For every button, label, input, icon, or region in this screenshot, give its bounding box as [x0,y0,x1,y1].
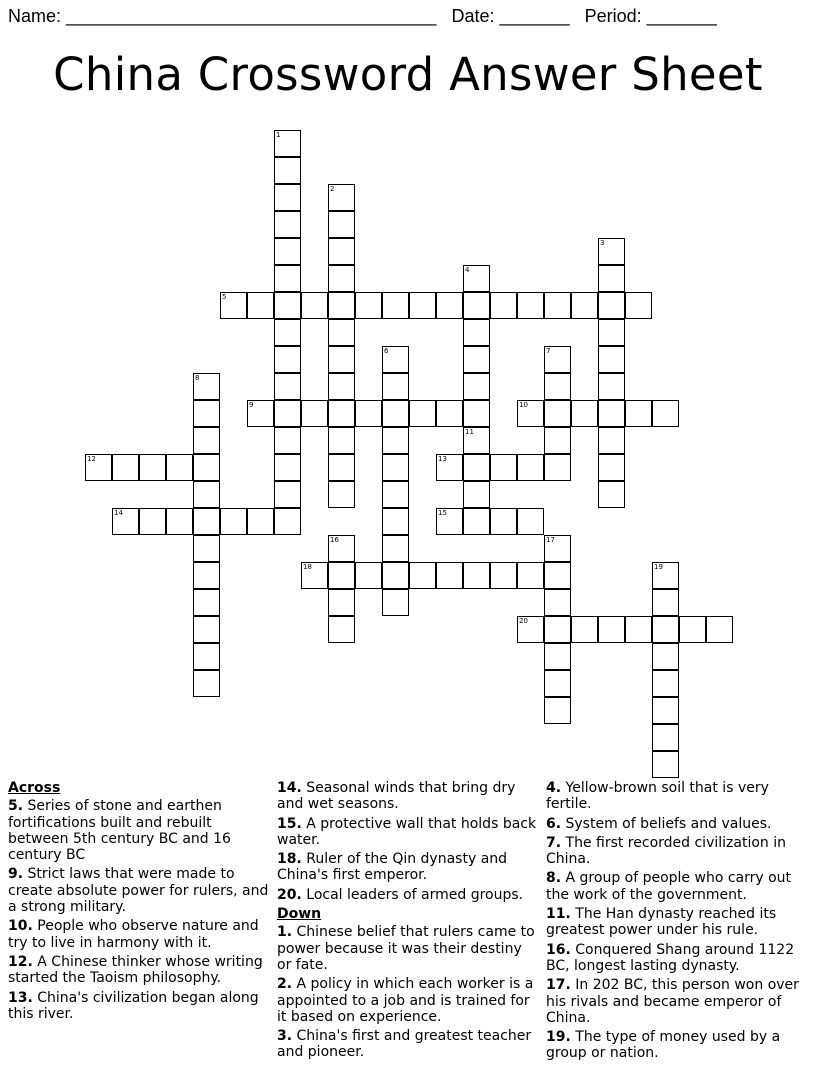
clue-text: Conquered Shang around 1122 BC, longest lasting dynasty. [546,941,795,974]
grid-cell[interactable] [355,292,382,319]
clue-text: The Han dynasty reached its greatest power under his rule. [546,906,777,939]
clue-number-label: 7. [546,834,562,851]
grid-cell[interactable] [328,616,355,643]
grid-cell[interactable] [598,427,625,454]
grid-cell[interactable] [463,400,490,427]
grid-cell[interactable] [652,697,679,724]
clue-item [546,1029,808,1062]
clue-column-1 [8,780,270,1025]
grid-cell[interactable] [544,616,571,643]
clue-number-label: 5. [8,798,24,815]
grid-cell[interactable] [598,454,625,481]
period-label: Period: [584,6,642,26]
clue-item [277,816,539,849]
grid-cell[interactable] [463,508,490,535]
grid-cell[interactable] [544,454,571,481]
grid-cell[interactable] [274,130,301,157]
clue-item [546,835,808,868]
clue-number: 16 [330,536,339,544]
clue-text: China's first and greatest teacher and pioneer. [277,1028,532,1061]
clue-number-label: 6. [546,815,562,832]
grid-cell[interactable] [382,508,409,535]
clue-number-label: 8. [546,870,562,887]
grid-cell[interactable] [382,427,409,454]
clue-number: 10 [519,401,528,409]
grid-cell[interactable] [544,562,571,589]
grid-cell[interactable] [301,400,328,427]
page-title: China Crossword Answer Sheet [53,48,763,101]
clue-text: A policy in which each worker is a appointed to a job and is trained for it based on experience. [277,976,534,1025]
clue-item [8,866,270,915]
grid-cell[interactable] [544,643,571,670]
grid-cell[interactable] [598,238,625,265]
grid-cell[interactable] [85,454,112,481]
grid-cell[interactable] [328,562,355,589]
grid-cell[interactable] [490,562,517,589]
grid-cell[interactable] [328,454,355,481]
clue-number: 17 [546,536,555,544]
clue-number-label: 17. [546,977,571,994]
grid-cell[interactable] [193,535,220,562]
clue-number: 18 [303,563,312,571]
grid-cell[interactable] [652,589,679,616]
grid-cell[interactable] [112,508,139,535]
clue-number: 9 [249,401,254,409]
grid-cell[interactable] [517,400,544,427]
grid-cell[interactable] [679,616,706,643]
grid-cell[interactable] [166,454,193,481]
grid-cell[interactable] [382,589,409,616]
grid-cell[interactable] [274,184,301,211]
grid-cell[interactable] [328,184,355,211]
grid-cell[interactable] [544,589,571,616]
grid-cell[interactable] [193,454,220,481]
clue-text: People who observe nature and try to live in harmony with it. [8,918,259,951]
grid-cell[interactable] [382,481,409,508]
grid-cell[interactable] [436,400,463,427]
grid-cell[interactable] [247,508,274,535]
clue-number: 4 [465,266,470,274]
grid-cell[interactable] [382,400,409,427]
grid-cell[interactable] [463,427,490,454]
grid-cell[interactable] [193,670,220,697]
grid-cell[interactable] [274,373,301,400]
clue-item [546,816,808,832]
grid-cell[interactable] [463,454,490,481]
grid-cell[interactable] [463,346,490,373]
down-heading: Down [277,906,322,923]
grid-cell[interactable] [274,238,301,265]
clue-number: 8 [195,374,200,382]
grid-cell[interactable] [598,265,625,292]
grid-cell[interactable] [571,400,598,427]
grid-cell[interactable] [517,616,544,643]
clue-number-label: 11. [546,906,571,923]
grid-cell[interactable] [193,373,220,400]
grid-cell[interactable] [571,292,598,319]
clue-number: 15 [438,509,447,517]
clue-item [8,990,270,1023]
grid-cell[interactable] [517,562,544,589]
grid-cell[interactable] [193,508,220,535]
clue-text: A protective wall that holds back water. [277,815,537,848]
clue-number: 13 [438,455,447,463]
grid-cell[interactable] [193,643,220,670]
clue-item [546,942,808,975]
grid-cell[interactable] [328,211,355,238]
grid-cell[interactable] [652,751,679,778]
clue-number-label: 15. [277,815,302,832]
grid-cell[interactable] [193,562,220,589]
grid-cell[interactable] [517,508,544,535]
clue-text: Local leaders of armed groups. [301,886,524,903]
clue-item [277,851,539,884]
clue-text: Series of stone and earthen fortifications built and rebuilt between 5th century BC and 16 century BC [8,798,231,864]
grid-cell[interactable] [652,562,679,589]
grid-cell[interactable] [193,589,220,616]
grid-cell[interactable] [544,292,571,319]
clue-text: Strict laws that were made to create absolute power for rulers, and a strong military. [8,866,269,916]
grid-cell[interactable] [274,292,301,319]
grid-cell[interactable] [463,292,490,319]
grid-cell[interactable] [706,616,733,643]
grid-cell[interactable] [247,400,274,427]
name-label: Name: [8,6,62,26]
clue-number: 14 [114,509,123,517]
grid-cell[interactable] [193,427,220,454]
clue-text: Yellow-brown soil that is very fertile. [546,780,769,813]
grid-cell[interactable] [382,292,409,319]
clue-number: 5 [222,293,227,301]
grid-cell[interactable] [652,400,679,427]
name-blank[interactable]: _____________________________________ [66,6,437,26]
grid-cell[interactable] [193,400,220,427]
grid-cell[interactable] [463,265,490,292]
clue-item [8,954,270,987]
clue-number: 11 [465,428,474,436]
grid-cell[interactable] [328,346,355,373]
grid-cell[interactable] [490,508,517,535]
grid-cell[interactable] [382,454,409,481]
clue-item [546,906,808,939]
clue-item [8,918,270,951]
grid-cell[interactable] [382,535,409,562]
grid-cell[interactable] [328,535,355,562]
clue-number-label: 10. [8,918,33,935]
grid-cell[interactable] [463,481,490,508]
clue-number-label: 3. [277,1028,293,1045]
grid-cell[interactable] [544,373,571,400]
grid-cell[interactable] [544,535,571,562]
grid-cell[interactable] [598,373,625,400]
grid-cell[interactable] [220,292,247,319]
clue-number: 3 [600,239,605,247]
clue-item [8,798,270,863]
clue-number-label: 18. [277,851,302,868]
grid-cell[interactable] [544,670,571,697]
clue-number-label: 16. [546,941,571,958]
grid-cell[interactable] [355,562,382,589]
clue-text: China's civilization began along this river. [8,989,259,1022]
clue-number-label: 2. [277,976,293,993]
grid-cell[interactable] [139,508,166,535]
grid-cell[interactable] [409,400,436,427]
grid-cell[interactable] [463,373,490,400]
date-label: Date: [451,6,495,26]
clue-item [277,976,539,1025]
grid-cell[interactable] [652,616,679,643]
grid-cell[interactable] [598,346,625,373]
grid-cell[interactable] [436,292,463,319]
grid-cell[interactable] [220,508,247,535]
grid-cell[interactable] [382,562,409,589]
grid-cell[interactable] [328,238,355,265]
clue-number-label: 13. [8,989,33,1006]
clue-text: The first recorded civilization in China. [546,834,786,868]
grid-cell[interactable] [274,211,301,238]
grid-cell[interactable] [274,346,301,373]
clue-number-label: 14. [277,780,302,796]
period-blank[interactable]: _______ [646,6,717,26]
clue-number-label: 20. [277,886,302,903]
grid-cell[interactable] [544,427,571,454]
grid-cell[interactable] [598,319,625,346]
clue-text: Ruler of the Qin dynasty and China's first emperor. [277,851,508,884]
grid-cell[interactable] [382,373,409,400]
clue-number-label: 1. [277,924,293,941]
grid-cell[interactable] [274,157,301,184]
grid-cell[interactable] [274,454,301,481]
clue-item [546,780,808,813]
clue-number: 7 [546,347,551,355]
grid-cell[interactable] [328,589,355,616]
grid-cell[interactable] [544,346,571,373]
grid-cell[interactable] [274,400,301,427]
grid-cell[interactable] [652,724,679,751]
clue-number: 20 [519,617,528,625]
clue-text: A group of people who carry out the work of the government. [546,870,792,903]
grid-cell[interactable] [625,292,652,319]
clue-text: Chinese belief that rulers came to power because it was their destiny or fate. [277,924,535,973]
grid-cell[interactable] [274,265,301,292]
grid-cell[interactable] [355,400,382,427]
grid-cell[interactable] [652,643,679,670]
clue-number: 12 [87,455,96,463]
clue-number-label: 4. [546,780,562,796]
grid-cell[interactable] [436,454,463,481]
across-heading: Across [8,780,61,796]
grid-cell[interactable] [328,427,355,454]
grid-cell[interactable] [571,616,598,643]
grid-cell[interactable] [274,481,301,508]
grid-cell[interactable] [517,454,544,481]
clue-text: In 202 BC, this person won over his rivals and became emperor of China. [546,977,799,1026]
clue-text: System of beliefs and values. [561,815,772,832]
clue-text: A Chinese thinker whose writing started the Taoism philosophy. [8,953,263,987]
grid-cell[interactable] [544,697,571,724]
grid-cell[interactable] [625,616,652,643]
clue-item [546,977,808,1026]
grid-cell[interactable] [598,481,625,508]
grid-cell[interactable] [598,616,625,643]
clue-number: 6 [384,347,389,355]
grid-cell[interactable] [193,481,220,508]
clue-column-2 [277,780,539,1064]
grid-cell[interactable] [436,562,463,589]
clue-number-label: 9. [8,866,24,883]
grid-cell[interactable] [625,400,652,427]
grid-cell[interactable] [301,292,328,319]
clue-number: 2 [330,185,335,193]
clue-item [277,780,539,813]
clue-item [277,924,539,973]
grid-cell[interactable] [328,319,355,346]
grid-cell[interactable] [463,319,490,346]
grid-cell[interactable] [409,562,436,589]
grid-cell[interactable] [112,454,139,481]
grid-cell[interactable] [166,508,193,535]
grid-cell[interactable] [544,400,571,427]
grid-cell[interactable] [382,346,409,373]
grid-cell[interactable] [409,292,436,319]
grid-cell[interactable] [328,400,355,427]
grid-cell[interactable] [490,454,517,481]
clue-column-3 [546,780,808,1065]
grid-cell[interactable] [274,508,301,535]
grid-cell[interactable] [328,292,355,319]
clue-number-label: 12. [8,953,33,970]
grid-cell[interactable] [598,400,625,427]
grid-cell[interactable] [247,292,274,319]
grid-cell[interactable] [328,265,355,292]
grid-cell[interactable] [436,508,463,535]
grid-cell[interactable] [598,292,625,319]
grid-cell[interactable] [274,427,301,454]
clue-item [277,1028,539,1061]
grid-cell[interactable] [463,562,490,589]
grid-cell[interactable] [139,454,166,481]
clue-item [277,887,539,903]
grid-cell[interactable] [193,616,220,643]
grid-cell[interactable] [328,373,355,400]
clue-number-label: 19. [546,1029,571,1046]
grid-cell[interactable] [652,670,679,697]
clue-number: 1 [276,131,281,139]
clue-text: Seasonal winds that bring dry and wet seasons. [277,780,516,813]
grid-cell[interactable] [490,292,517,319]
clue-text: The type of money used by a group or nation. [546,1029,781,1062]
clue-number: 19 [654,563,663,571]
grid-cell[interactable] [517,292,544,319]
date-blank[interactable]: _______ [499,6,570,26]
clue-item [546,870,808,903]
grid-cell[interactable] [274,319,301,346]
grid-cell[interactable] [301,562,328,589]
grid-cell[interactable] [328,481,355,508]
